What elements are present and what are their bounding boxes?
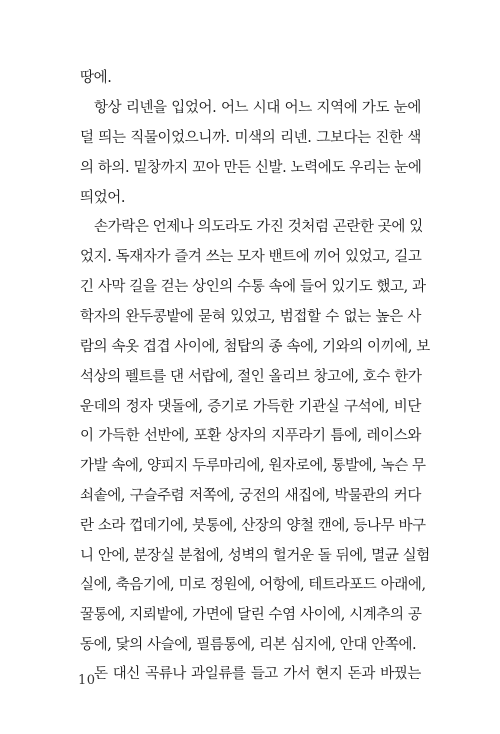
text-line: 의 하의. 밑창까지 꼬아 만든 신발. 노력에도 우리는 눈에 bbox=[80, 160, 422, 176]
text-line: 꿀통에, 지뢰밭에, 가면에 달린 수염 사이에, 시계추의 공 bbox=[80, 607, 422, 623]
page-number: 10 bbox=[78, 673, 96, 688]
text-line: 운데의 정자 댓돌에, 증기로 가득한 기관실 구석에, 비단 bbox=[80, 399, 421, 415]
text-line: 동에, 닻의 사슬에, 필름통에, 리본 심지에, 안대 안쪽에. bbox=[80, 637, 417, 653]
text-line: 석상의 펠트를 댄 서랍에, 절인 올리브 창고에, 호수 한가 bbox=[80, 369, 422, 385]
text-line: 띄었어. bbox=[80, 190, 126, 206]
text-line: 땅에. bbox=[80, 70, 112, 86]
text-line: 가발 속에, 양피지 두루마리에, 원자로에, 통발에, 녹슨 무 bbox=[80, 458, 426, 474]
text-line: 람의 속옷 겹겹 사이에, 첨탑의 종 속에, 기와의 이끼에, 보 bbox=[80, 339, 430, 355]
text-line: 덜 띄는 직물이었으니까. 미색의 리넨. 그보다는 진한 색 bbox=[80, 130, 421, 146]
text-line: 쇠솥에, 구슬주렴 저쪽에, 궁전의 새집에, 박물관의 커다 bbox=[80, 488, 421, 504]
text-line: 었지. 독재자가 즐겨 쓰는 모자 밴트에 끼어 있었고, 길고 bbox=[80, 249, 422, 265]
text-line: 실에, 축음기에, 미로 정원에, 어항에, 테트라포드 아래에, bbox=[80, 577, 426, 593]
text-line: 돈 대신 곡류나 과일류를 들고 가서 현지 돈과 바꿨는 bbox=[94, 666, 421, 682]
text-line: 란 소라 껍데기에, 붓통에, 산장의 양철 캔에, 등나무 바구 bbox=[80, 518, 426, 534]
text-line: 이 가득한 선반에, 포환 상자의 지푸라기 틈에, 레이스와 bbox=[80, 428, 421, 444]
text-line: 니 안에, 분장실 분첩에, 성벽의 헐거운 돌 뒤에, 멸균 실험 bbox=[80, 548, 430, 564]
text-line: 항상 리넨을 입었어. 어느 시대 어느 지역에 가도 눈에 bbox=[94, 100, 421, 116]
text-line: 학자의 완두콩밭에 묻혀 있었고, 범접할 수 없는 높은 사 bbox=[80, 309, 421, 325]
text-line: 긴 사막 길을 걷는 상인의 수통 속에 들어 있기도 했고, 과 bbox=[80, 279, 426, 295]
text-line: 손가락은 언제나 의도라도 가진 것처럼 곤란한 곳에 있 bbox=[94, 219, 423, 235]
